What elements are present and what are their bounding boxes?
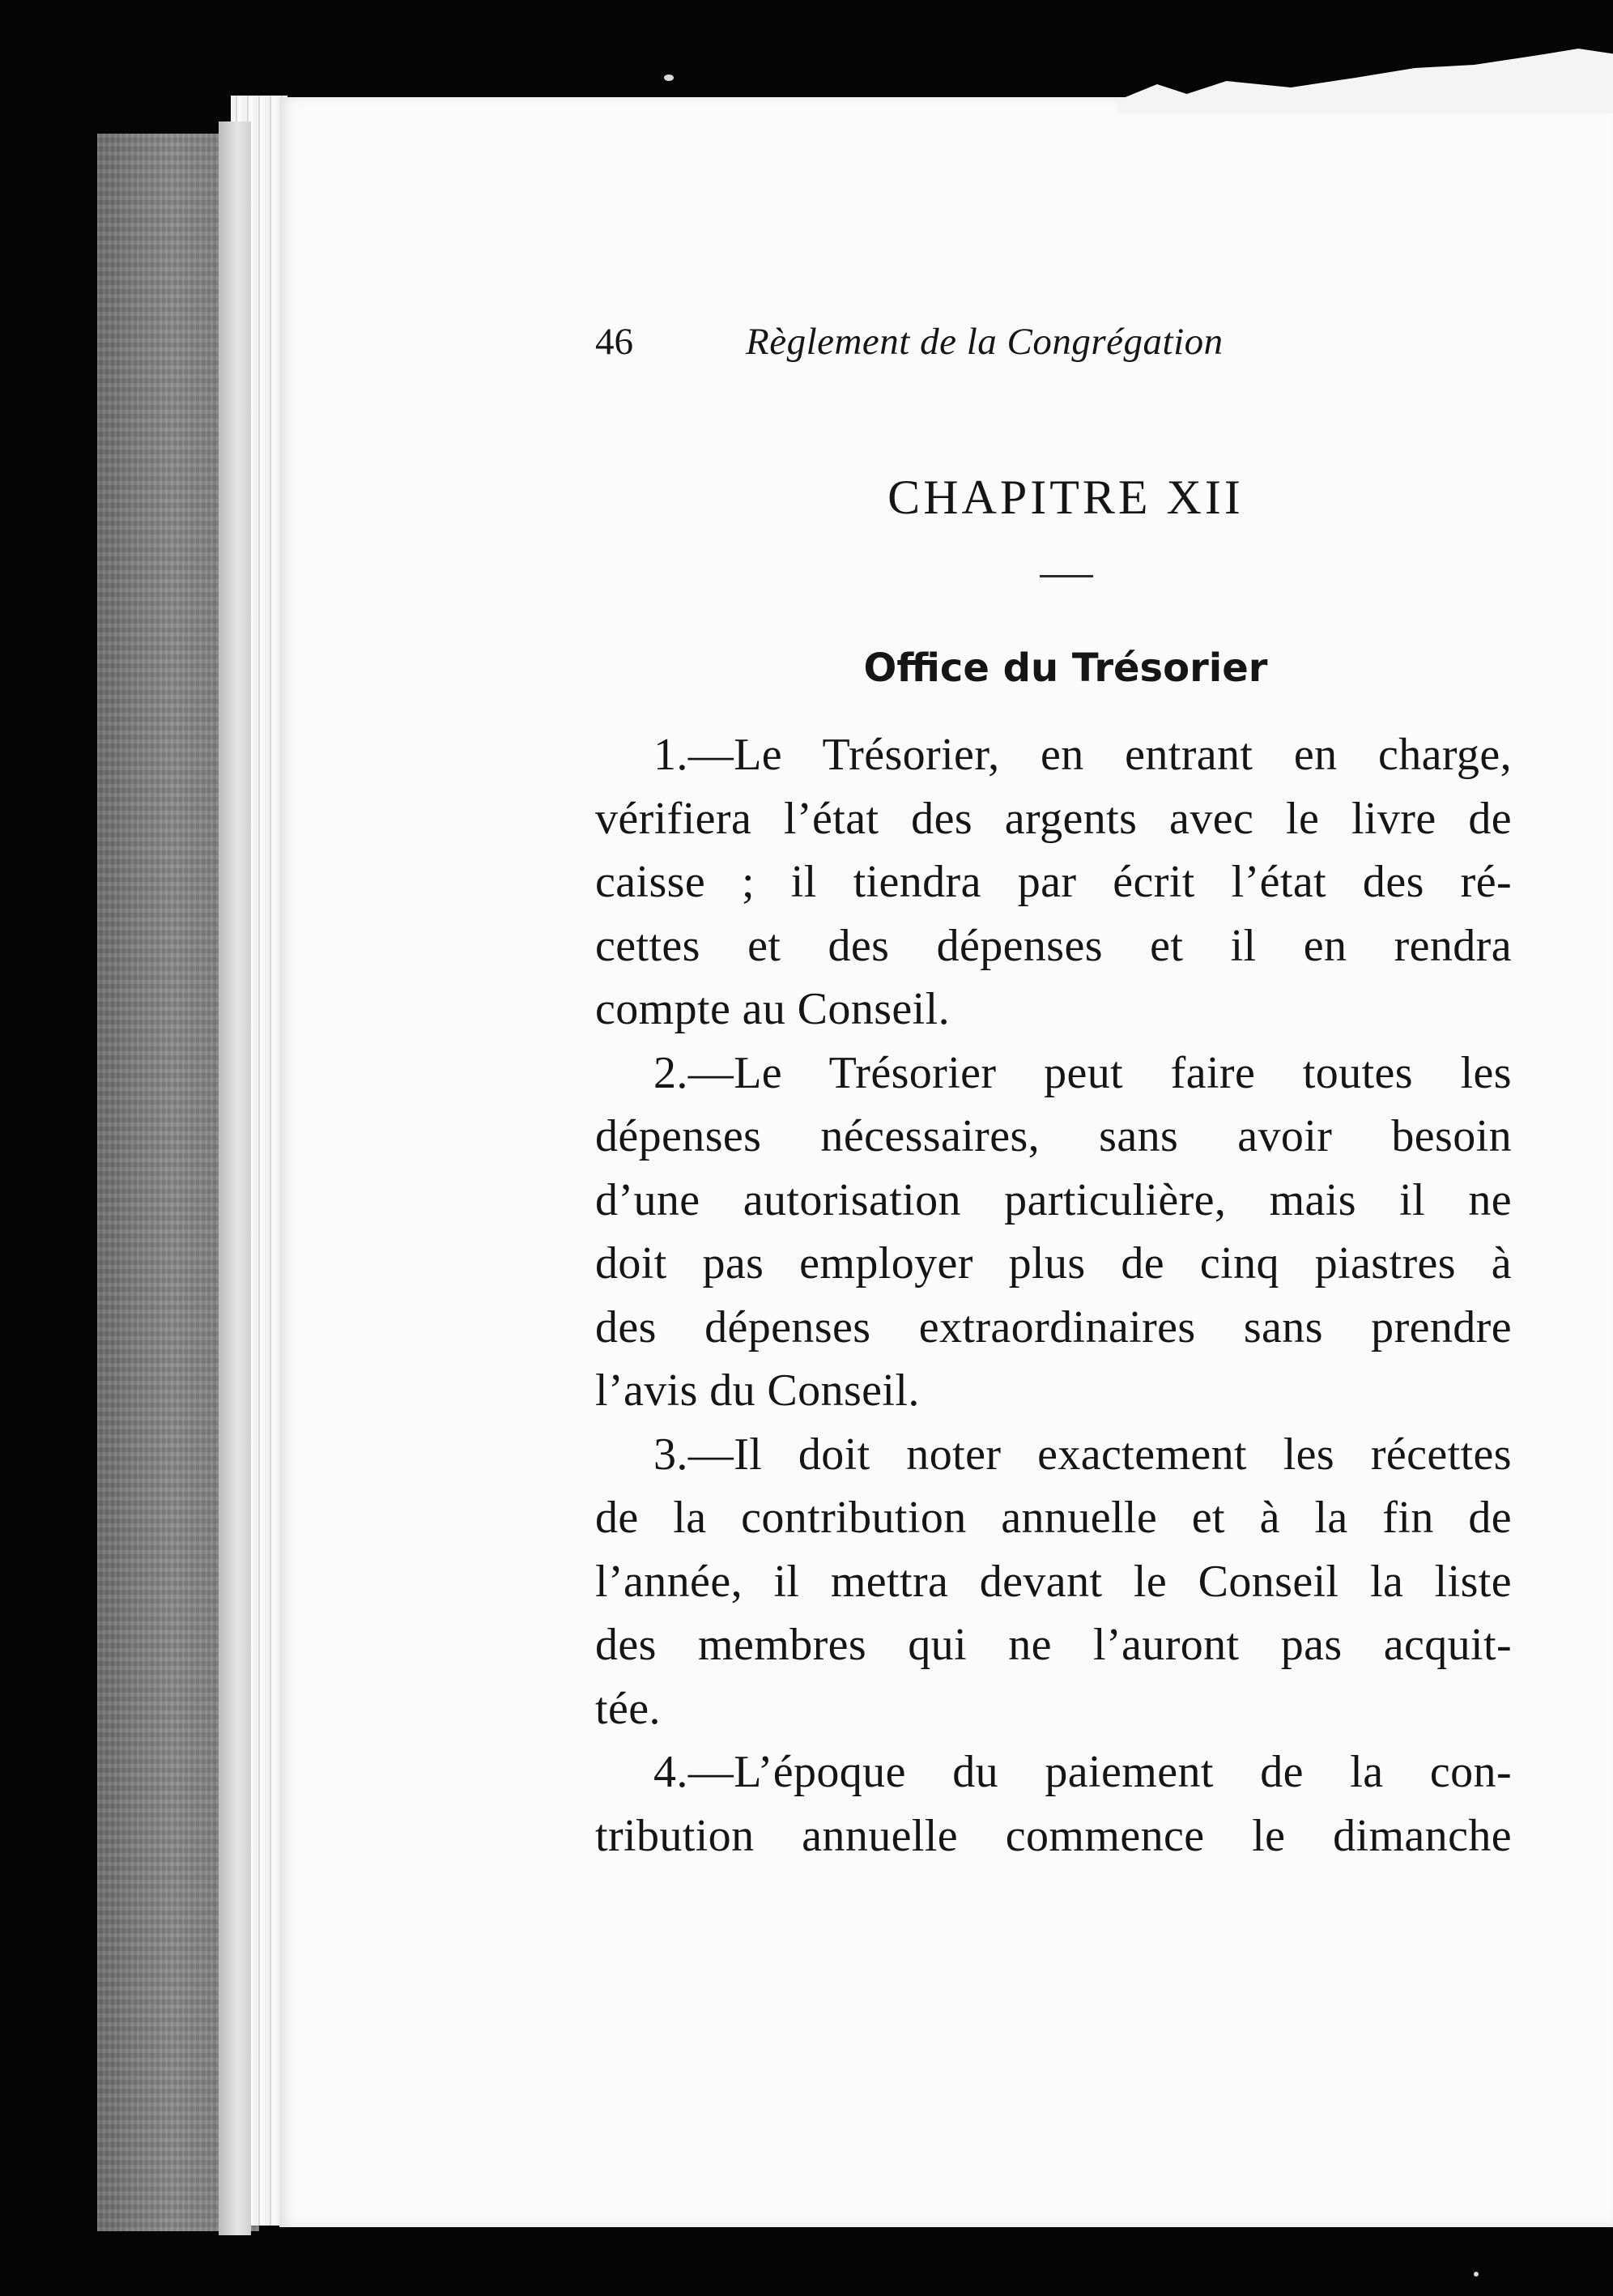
article-line: 2.—Le Trésorier peut faire toutes les bbox=[653, 1047, 1512, 1098]
article-line: caisse ; il tiendra par écrit l’état des ré- bbox=[595, 857, 1512, 907]
article-line: de la contribution annuelle et à la fin de bbox=[595, 1493, 1512, 1543]
article-4 bbox=[595, 1740, 1512, 1868]
articles bbox=[595, 723, 1512, 1868]
article-line: tée. bbox=[595, 1683, 661, 1734]
article-line: 3.—Il doit noter exactement les récettes bbox=[653, 1429, 1512, 1480]
cover-edge bbox=[219, 121, 251, 2235]
article-line: l’avis du Conseil. bbox=[595, 1365, 920, 1416]
dust-speck bbox=[1474, 2272, 1479, 2277]
article-line: doit pas employer plus de cinq piastres à bbox=[595, 1238, 1512, 1289]
chapter-rule bbox=[1040, 575, 1093, 577]
torn-page-corner bbox=[1117, 49, 1613, 113]
page-content bbox=[595, 320, 1512, 1868]
running-title: Règlement de la Congrégation bbox=[746, 321, 1224, 363]
article-line: vérifiera l’état des argents avec le livre de bbox=[595, 793, 1512, 844]
article-line: des dépenses extraordinaires sans prendre bbox=[595, 1301, 1512, 1352]
article-line: compte au Conseil. bbox=[595, 984, 951, 1034]
article-line: l’année, il mettra devant le Conseil la liste bbox=[595, 1556, 1512, 1607]
article-line: cettes et des dépenses et il en rendra bbox=[595, 920, 1512, 971]
article-line: 4.—L’époque du paiement de la con- bbox=[653, 1747, 1512, 1797]
article-line: dépenses nécessaires, sans avoir besoin bbox=[595, 1111, 1512, 1161]
article-1 bbox=[595, 723, 1512, 1042]
article-line: des membres qui ne l’auront pas acquit- bbox=[595, 1620, 1512, 1670]
article-line: d’une autorisation particulière, mais il ne bbox=[595, 1174, 1512, 1225]
article-2 bbox=[595, 1042, 1512, 1423]
article-line: 1.—Le Trésorier, en entrant en charge, bbox=[653, 730, 1512, 780]
running-head bbox=[595, 320, 1512, 377]
dust-speck bbox=[664, 75, 674, 81]
page-number: 46 bbox=[595, 321, 633, 363]
article-3 bbox=[595, 1423, 1512, 1741]
article-line: tribution annuelle commence le dimanche bbox=[595, 1810, 1512, 1861]
section-heading: Office du Trésorier bbox=[863, 645, 1268, 691]
chapter-title: CHAPITRE XII bbox=[887, 471, 1244, 524]
